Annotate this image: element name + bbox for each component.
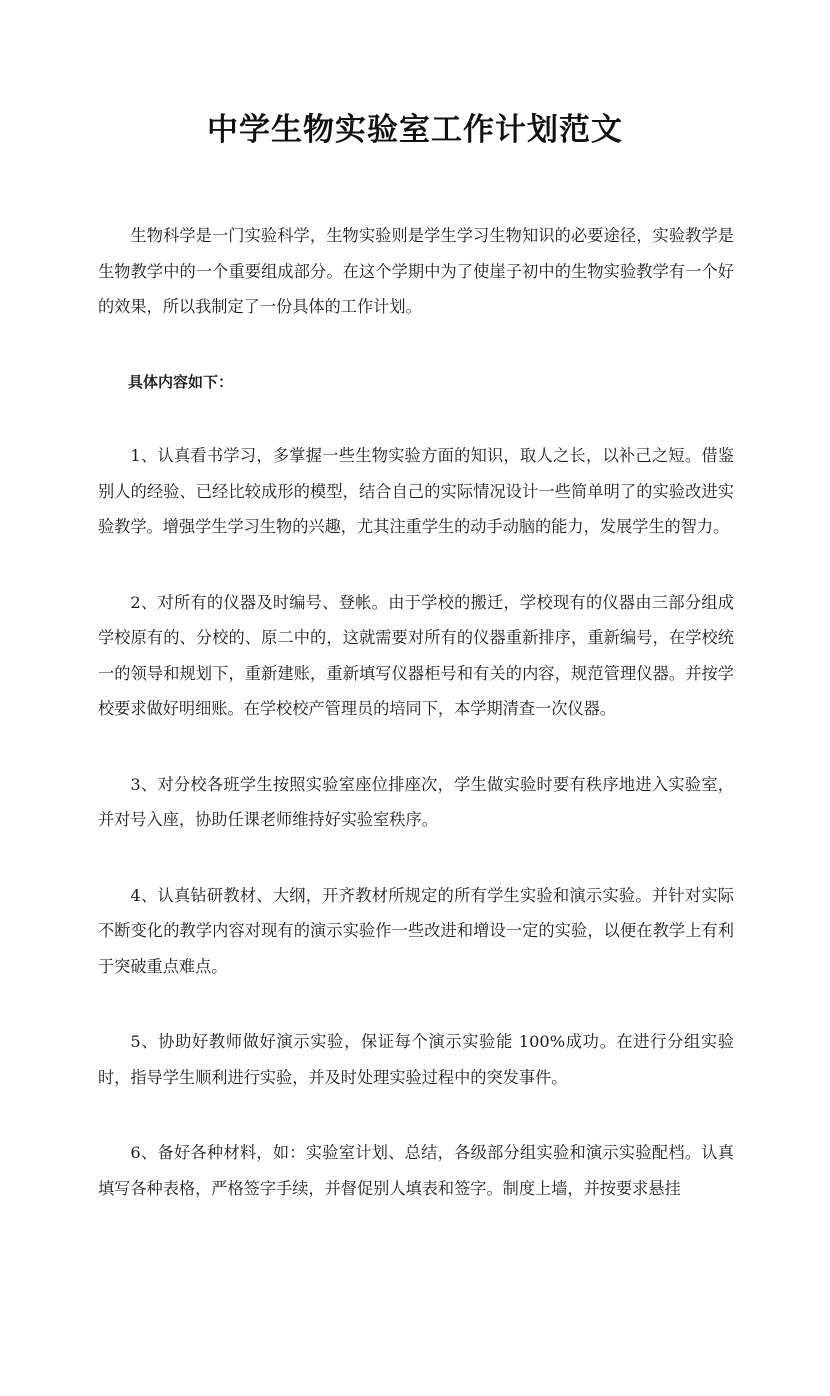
plan-item: 5、协助好教师做好演示实验，保证每个演示实验能 100%成功。在进行分组实验时，指导学生顺利进行实验，并及时处理实验过程中的突发事件。 (98, 1032, 734, 1087)
watermark: ​ (291, 1207, 361, 1296)
plan-item: 6、备好各种材料，如：实验室计划、总结，各级部分组实验和演示实验配档。认真填写各种表格，严格签字手续，并督促别人填表和签字。制度上墙，并按要求悬挂 (98, 1143, 734, 1198)
watermark: ​ (211, 457, 281, 546)
document-title: 中学生物实验室工作计划范文 (207, 112, 623, 148)
section-subheading: 具体内容如下： (128, 372, 234, 391)
plan-item: 3、对分校各班学生按照实验室座位排座次，学生做实验时要有秩序地进入实验室，并对号入座，协助任课老师维持好实验室秩序。 (98, 774, 734, 829)
document-body (98, 218, 734, 1246)
intro-paragraph: 生物科学是一门实验科学，生物实验则是学生学习生物知识的必要途径，实验教学是生物教学中的一个重要组成部分。在这个学期中为了使崖子初中的生物实验教学有一个好的效果，所以我制定了一份具体的工作计划。 (98, 226, 734, 316)
plan-item: 2、对所有的仪器及时编号、登帐。由于学校的搬迁，学校现有的仪器由三部分组成学校原有的、分校的、原二中的，这就需要对所有的仪器重新排序，重新编号，在学校统一的领导和规划下，重新建账，重新填写仪器柜号和有关的内容，规范管理仪器。并按学校要求做好明细账。在学校校产管理员的培同下，本学期清查一次仪器。 (98, 592, 734, 718)
plan-item: 4、认真钻研教材、大纲，开齐教材所规定的所有学生实验和演示实验。并针对实际不断变化的教学内容对现有的演示实验作一些改进和增设一定的实验，以便在教学上有利于突破重点难点。 (98, 885, 734, 976)
plan-item: 1、认真看书学习，多掌握一些生物实验方面的知识，取人之长，以补己之短。借鉴别人的经验、已经比较成形的模型，结合自己的实际情况设计一些简单明了的实验改进实验教学。增强学生学习生物的兴趣，尤其注重学生的动手动脑的能力，发展学生的智力。 (98, 446, 734, 536)
